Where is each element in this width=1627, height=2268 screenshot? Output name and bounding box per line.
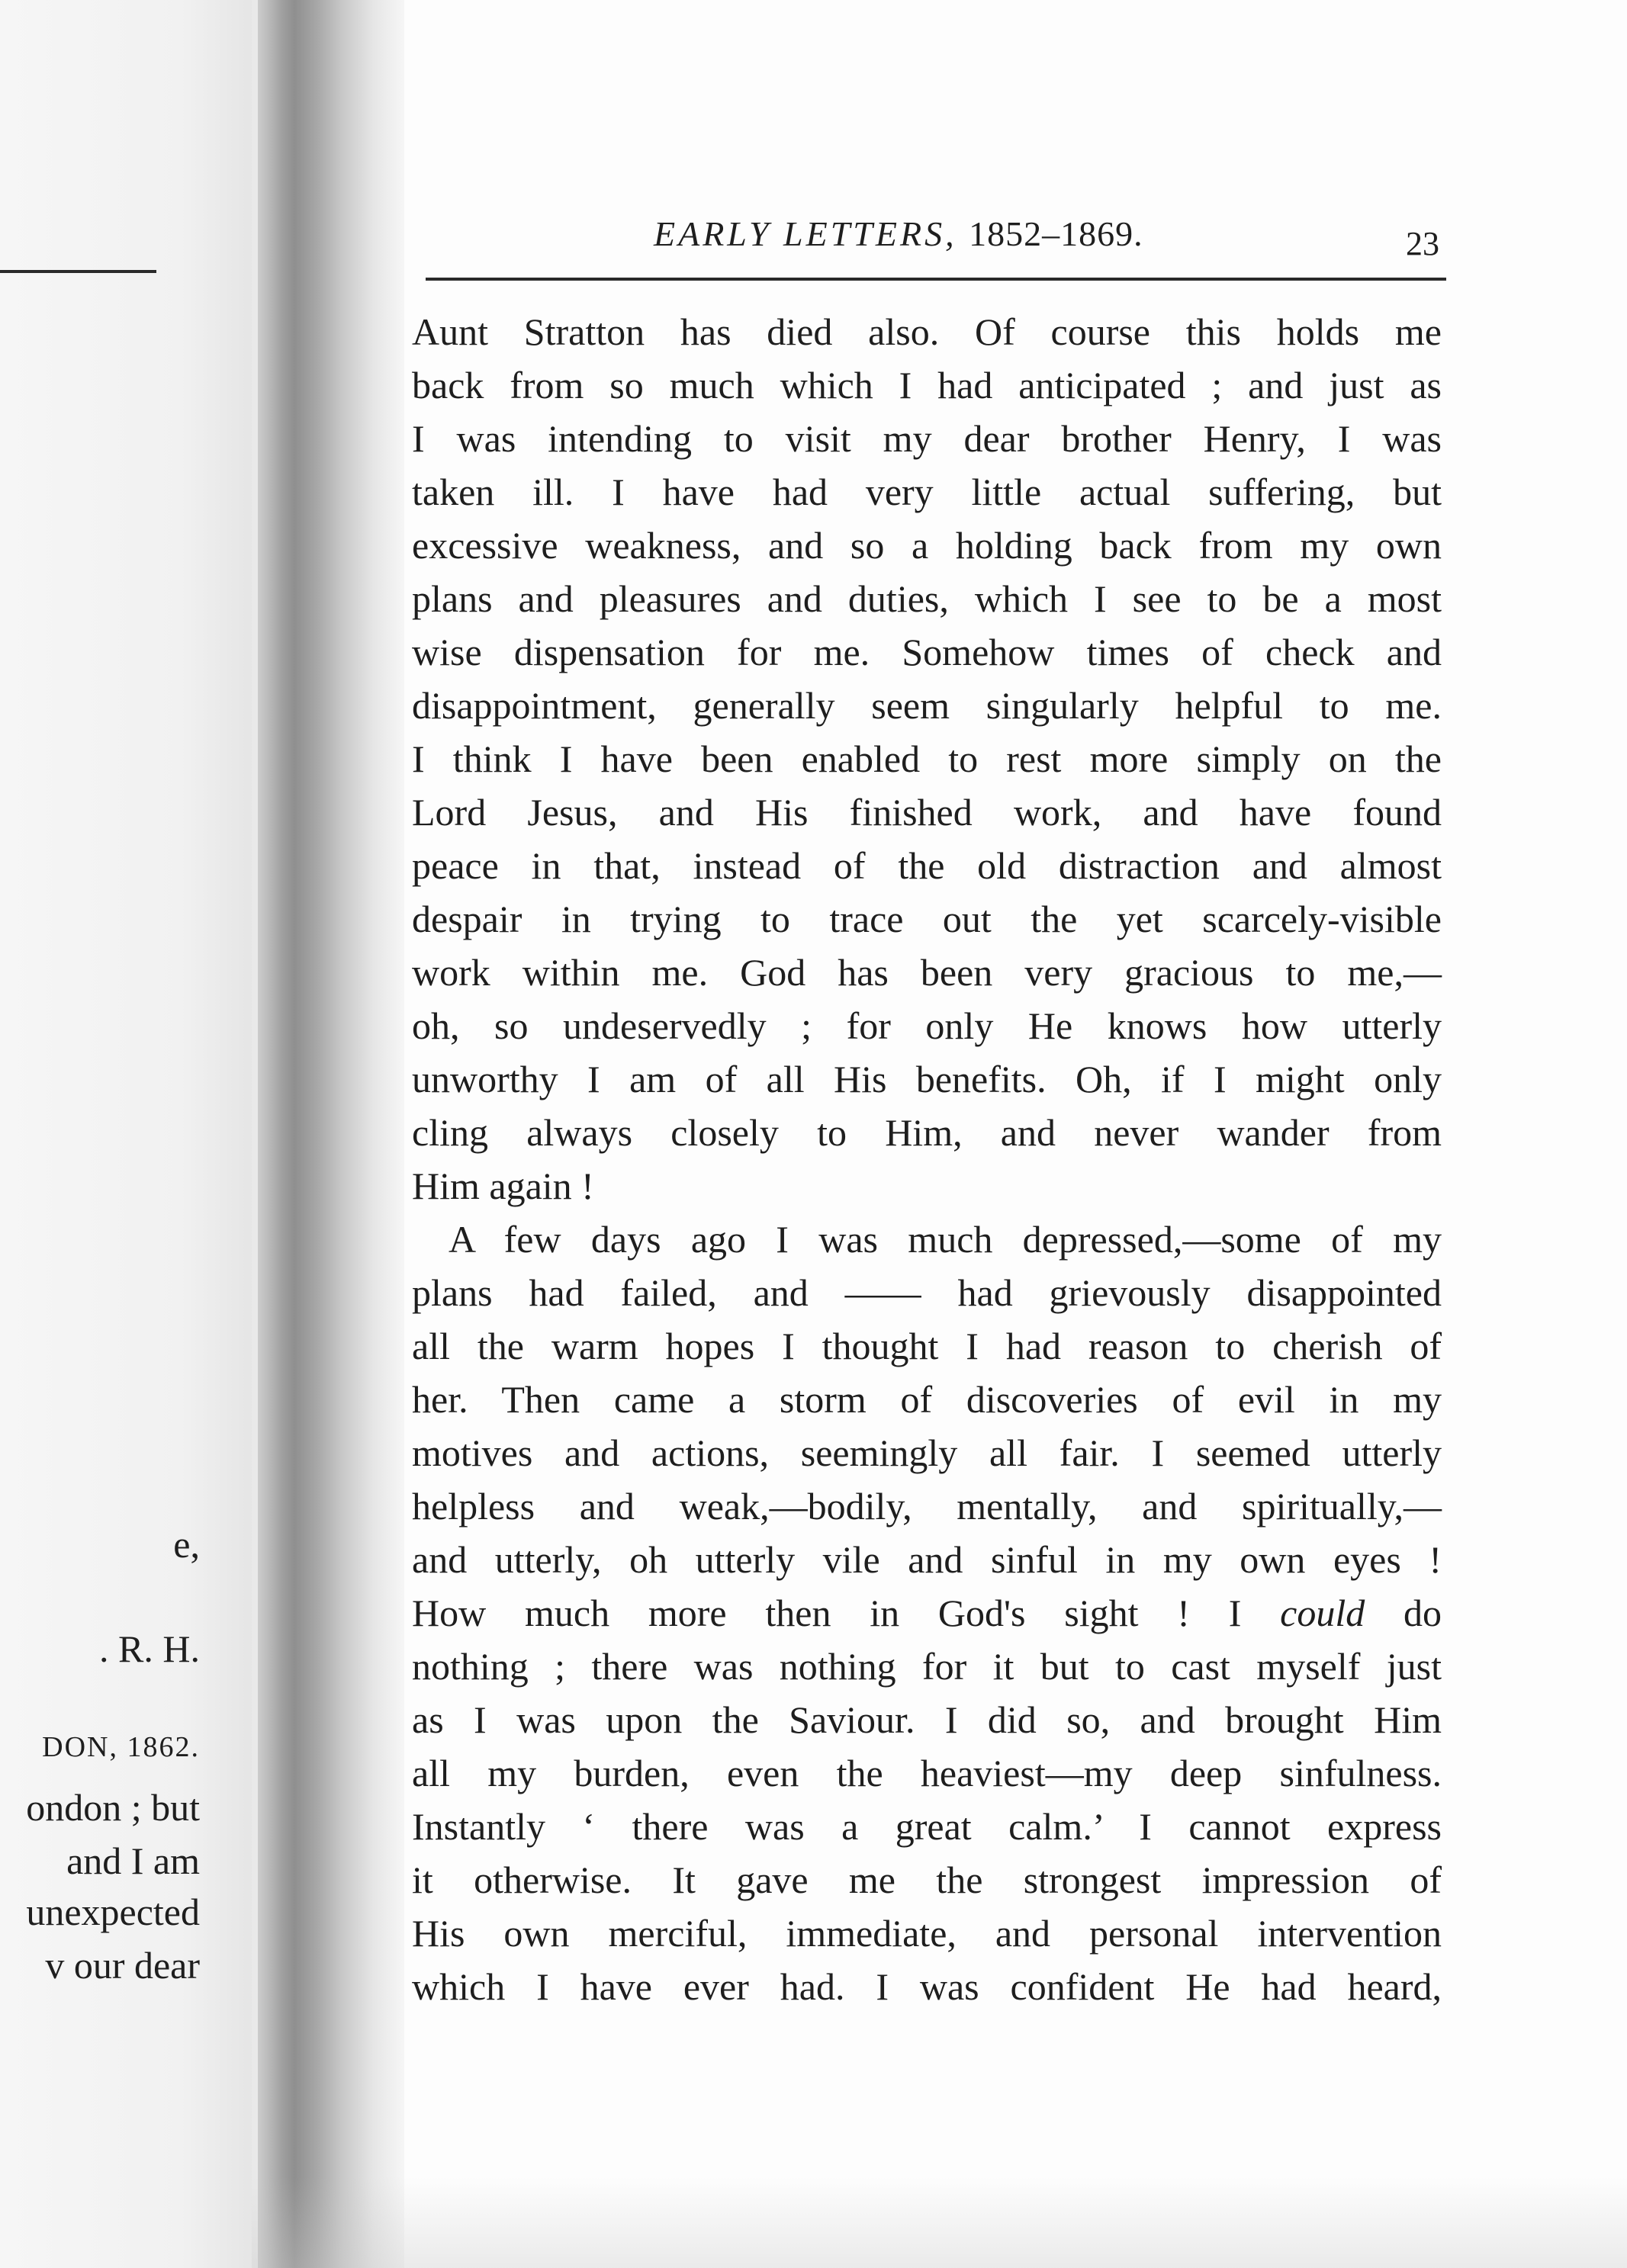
left-page-line: . R. H. [99, 1627, 200, 1670]
left-page-line: and I am [66, 1839, 200, 1882]
text-line: His own merciful, immediate, and personal intervention [412, 1912, 1442, 1955]
text-line: all my burden, even the heaviest—my deep sinfulness. [412, 1752, 1442, 1794]
text-line: work within me. God has been very gracious to me,— [412, 951, 1442, 994]
text-line: unworthy I am of all His benefits. Oh, if I might only [412, 1058, 1442, 1100]
text-line: A few days ago I was much depressed,—some of my [449, 1218, 1442, 1261]
text-line: back from so much which I had anticipated ; and just as [412, 364, 1442, 406]
text-line: excessive weakness, and so a holding back from my own [412, 524, 1442, 567]
left-page-line: unexpected [26, 1891, 200, 1933]
paragraph-2 [412, 1213, 1442, 2013]
facing-page-left [0, 0, 259, 2268]
text-line: plans had failed, and —— had grievously disappointed [412, 1271, 1442, 1314]
text-line-emphasis [412, 1586, 1442, 1640]
running-head [654, 214, 1143, 254]
left-page-edge [252, 0, 258, 2268]
text-line: oh, so undeservedly ; for only He knows how utterly [412, 1004, 1442, 1047]
text-line: disappointment, generally seem singularly helpful to me. [412, 684, 1442, 727]
header-rule [426, 278, 1446, 281]
text-line: all the warm hopes I thought I had reason to cherish of [412, 1325, 1442, 1367]
text-line-end: do [1404, 1592, 1442, 1634]
text-line: I was intending to visit my dear brother Henry, I was [412, 417, 1442, 460]
text-line: Instantly ‘ there was a great calm.’ I cannot express [412, 1805, 1442, 1848]
running-head-years: 1852–1869. [969, 214, 1143, 253]
left-page-line: e, [173, 1523, 200, 1566]
body-text [412, 305, 1442, 2013]
text-line: cling always closely to Him, and never wander from [412, 1111, 1442, 1154]
text-line: her. Then came a storm of discoveries of evil in my [412, 1378, 1442, 1421]
text-line: as I was upon the Saviour. I did so, and brought Him [412, 1698, 1442, 1741]
page-bottom-shade [252, 2176, 1627, 2268]
text-line: taken ill. I have had very little actual suffering, but [412, 471, 1442, 513]
text-line: nothing ; there was nothing for it but to cast myself just [412, 1645, 1442, 1688]
paragraph-1 [412, 305, 1442, 1213]
left-page-rule [0, 270, 156, 273]
text-line: I think I have been enabled to rest more simply on the [412, 737, 1442, 780]
text-line: peace in that, instead of the old distraction and almost [412, 844, 1442, 887]
text-line: Lord Jesus, and His finished work, and have found [412, 791, 1442, 834]
text-line-start: How much more then in God's sight ! I [412, 1592, 1242, 1634]
book-gutter-shadow [252, 0, 404, 2268]
text-line: it otherwise. It gave me the strongest impression of [412, 1858, 1442, 1901]
text-line: wise dispensation for me. Somehow times of check and [412, 631, 1442, 673]
page-number: 23 [1406, 225, 1439, 262]
left-page-line: ondon ; but [26, 1786, 200, 1829]
text-line: Aunt Stratton has died also. Of course this holds me [412, 310, 1442, 353]
text-line: which I have ever had. I was confident He had heard, [412, 1965, 1442, 2008]
text-line: helpless and weak,—bodily, mentally, and spiritually,— [412, 1485, 1442, 1528]
text-line: Him again ! [412, 1165, 594, 1207]
left-page-line: v our dear [45, 1944, 200, 1987]
text-line: and utterly, oh utterly vile and sinful in my own eyes ! [412, 1538, 1442, 1581]
running-head-title: EARLY LETTERS, [654, 214, 957, 253]
left-page-line: DON, 1862. [42, 1731, 200, 1763]
text-line: plans and pleasures and duties, which I see to be a most [412, 577, 1442, 620]
emphasis-word: could [1280, 1592, 1365, 1634]
text-line: despair in trying to trace out the yet scarcely-visible [412, 898, 1442, 940]
text-line: motives and actions, seemingly all fair. I seemed utterly [412, 1431, 1442, 1474]
